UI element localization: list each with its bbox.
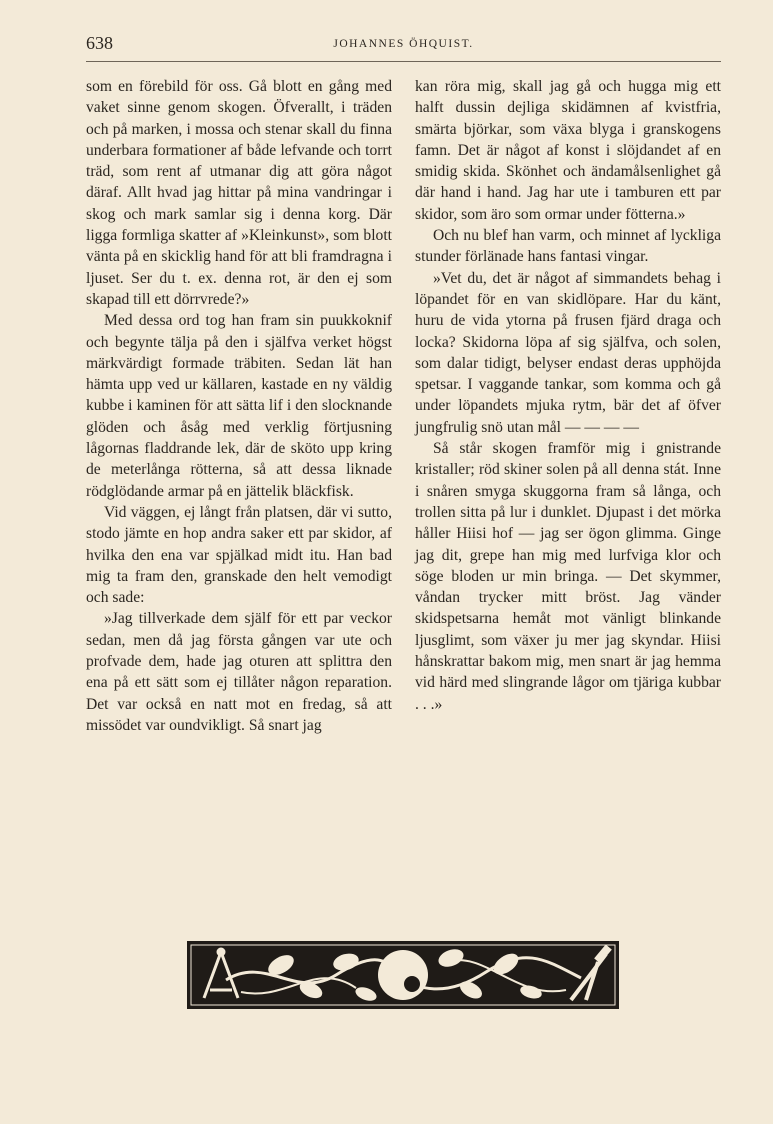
- paragraph: Med dessa ord tog han fram sin puukkoknif och begynte tälja på den i själfva verket högst märkvärdigt formade träbiten. Sedan lät han hämta upp ved ur källaren, kastade en ny väldig kubbe i kaminen för att sätta lif i den slocknande glöden och åsåg med verklig förtjusning lågornas fladdrande lek, där de sköto upp kring de meterlånga rötterna, så att dessa liknade rödglödande armar på en jättelik bläckfisk.: [86, 312, 392, 500]
- left-column: [86, 76, 392, 736]
- paragraph: »Vet du, det är något af simmandets behag i löpandet för en van skidlöpare. Har du känt, huru de vida ytorna på frusen fjärd draga och locka? Skidorna löpa af sig själfva, och solen, som dalar tidigt, belyser endast deras upphöjda spetsar. I vaggande tankar, som komma och gå under löpandets mjuka rytm, bär det af öfver jungfrulig snö utan mål — — — —: [415, 269, 721, 436]
- page-header: [86, 33, 721, 63]
- paragraph: »Jag tillverkade dem själf för ett par veckor sedan, men då jag första gången var ute och profvade dem, hade jag oturen att splittra den ena på ett sätt som ej tillåter någon reparation. Det var också en natt mot en fredag, så att missödet var oundvikligt. Så snart jag: [86, 610, 392, 734]
- header-rule: [86, 61, 721, 62]
- moon-icon: [378, 950, 428, 1000]
- paragraph: kan röra mig, skall jag gå och hugga mig ett halft dussin dejliga skidämnen af kvistfria, smärta björkar, som växa blyga i granskogens famn. Det är något af konst i slöjdandet af en smidig skida. Skönhet och ändamålsenlighet gå där hand i hand. Jag har ute i tamburen ett par skidor, som äro som ormar under fötterna.»: [415, 78, 721, 223]
- ornament-vignette: [186, 940, 620, 1010]
- paragraph: Så står skogen framför mig i gnistrande kristaller; röd skiner solen på all denna stát. Inne i snåren smyga skuggorna fram så långa, och trollen sitta på lur i dunklet. Djupast i det mörka håller Hiisi hof — jag ser ögon glimma. Ginge jag dit, grepe han mig med lurfviga klor och söge bloden ur min bringa. — Det skymmer, våndan trycker mitt bröst. Jag vänder skidspetsarna hemåt mot vänligt blinkande ljusglimt, som växer ju mer jag skyndar. Hiisi hånskrattar bakom mig, men snart är jag hemma vid härd med slingrande lågor om tjäriga kubbar . . .»: [415, 440, 721, 713]
- right-column: [415, 76, 721, 715]
- paragraph: Vid väggen, ej långt från platsen, där vi sutto, stodo jämte en hop andra saker ett par skidor, af hvilka den ena var spjälkad midt itu. Han bad mig ta fram den, granskade den helt vemodigt och sade:: [86, 503, 392, 607]
- running-title: JOHANNES ÖHQUIST.: [333, 38, 474, 50]
- page-number: 638: [86, 33, 113, 53]
- moon-shadow: [404, 976, 420, 992]
- paragraph: som en förebild för oss. Gå blott en gång med vaket sinne genom skogen. Öfverallt, i träden och på marken, i mossa och stenar skall du finna underbara formationer af både lefvande och torrt träd, som rent af utmanar dig att göra något däraf. Allt hvad jag hittar på mina vandringar i skog och mark samlar sig i denna korg. Där ligga formliga skatter af »Kleinkunst», som blott vänta på en skicklig hand för att bli framdragna i ljuset. Ser du t. ex. denna rot, är den ej som skapad till ett dörrvrede?»: [86, 78, 392, 308]
- paragraph: Och nu blef han varm, och minnet af lyckliga stunder förlänade hans fantasi vingar.: [415, 227, 721, 266]
